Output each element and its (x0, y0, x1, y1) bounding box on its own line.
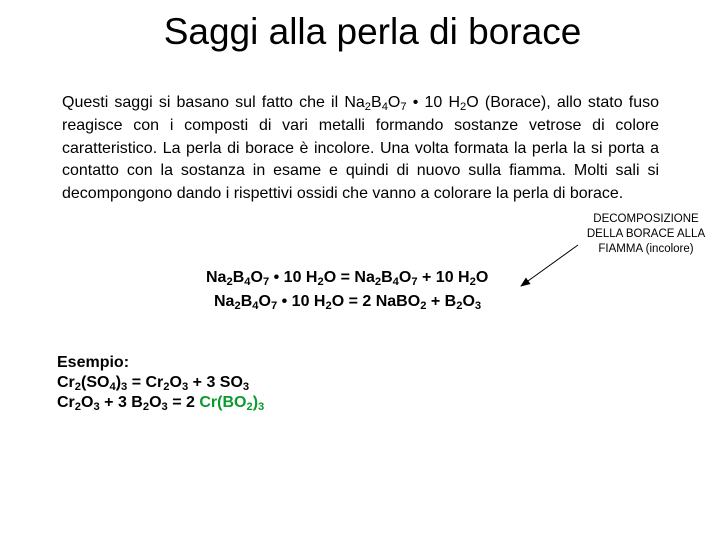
eq-text: O (475, 269, 489, 286)
example-block (57, 353, 264, 413)
eq-text: B (232, 269, 245, 286)
paragraph-text: • 10 H (406, 94, 461, 111)
subscript: 2 (234, 299, 241, 312)
subscript: 2 (374, 275, 382, 288)
eq-text: Cr (57, 374, 75, 391)
eq-text: • 10 H (277, 293, 326, 310)
subscript: 4 (381, 100, 388, 113)
eq-text: = 2 (167, 394, 200, 411)
paragraph-text: B (371, 94, 382, 111)
subscript: 2 (460, 100, 467, 113)
eq-text: ) (115, 374, 122, 391)
subscript: 4 (244, 275, 251, 288)
eq-text: Cr (57, 394, 75, 411)
eq-text: + 3 SO (188, 374, 243, 391)
subscript: 3 (121, 380, 128, 393)
subscript: 7 (411, 275, 418, 288)
eq-text: Na (206, 269, 227, 286)
subscript: 2 (317, 275, 324, 288)
equation-2 (190, 290, 540, 314)
subscript: 7 (400, 100, 407, 113)
subscript: 2 (469, 275, 476, 288)
eq-text: O (258, 293, 271, 310)
eq-text: B (381, 269, 393, 286)
subscript: 7 (262, 275, 270, 288)
eq-text: Na (214, 293, 235, 310)
note-line-3: FIAMMA (incolore) (598, 243, 694, 255)
eq-text: + 10 H (417, 269, 470, 286)
example-heading: Esempio: (57, 354, 130, 371)
page-title: Saggi alla perla di borace (163, 11, 582, 52)
subscript: 2 (74, 380, 82, 393)
paragraph-text: O (Borace), allo stato fuso reagisce con i composti di vari metalli formando sostanze vetrose di colore caratteristico. La perla di borace è incolore. Una volta formata la perla la si porta a contatto con la sostanza in esame e quindi di nuovo sulla fiamma. Molti sali si decompongono dando i rispettivi ossidi che vanno a colorare la perla di borace. (62, 94, 660, 203)
subscript: 2 (325, 299, 332, 312)
eq-text: + 3 B (99, 394, 143, 411)
subscript: 3 (93, 400, 100, 413)
eq-text: O (462, 293, 475, 310)
eq-text: + B (426, 293, 457, 310)
eq-text: • 10 H (269, 269, 318, 286)
eq-text: O = 2 NaBO (331, 293, 421, 310)
reaction-equations (190, 266, 540, 314)
subscript: 7 (270, 299, 278, 312)
subscript: 2 (74, 400, 82, 413)
eq-text: O (398, 269, 412, 286)
subscript: 3 (474, 299, 482, 312)
subscript: 2 (364, 100, 372, 113)
subscript: 2 (456, 299, 463, 312)
subscript: 2 (142, 400, 150, 413)
subscript: 2 (246, 400, 253, 413)
equation-1 (190, 266, 540, 290)
eq-text: = Cr (127, 374, 164, 391)
eq-text: O (169, 374, 182, 391)
eq-text: B (240, 293, 253, 310)
subscript: 4 (252, 299, 259, 312)
subscript: 3 (181, 380, 189, 393)
subscript: 3 (161, 400, 168, 413)
paragraph-text: Questi saggi si basano sul fatto che il Na (62, 94, 365, 111)
example-equation-1 (57, 373, 264, 393)
note-line-1: DECOMPOSIZIONE (593, 213, 699, 225)
paragraph-text: O (387, 94, 401, 111)
subscript: 3 (242, 380, 250, 393)
example-equation-2 (57, 393, 264, 413)
eq-text: Cr(BO (199, 394, 247, 411)
subscript: 4 (109, 380, 116, 393)
eq-text: O (81, 394, 94, 411)
subscript: 2 (163, 380, 170, 393)
eq-text: O (149, 394, 162, 411)
subscript: 2 (226, 275, 233, 288)
subscript: 2 (420, 299, 427, 312)
eq-text: ) (252, 394, 259, 411)
eq-text: O = Na (323, 269, 375, 286)
subscript: 4 (392, 275, 399, 288)
eq-text: (SO (81, 374, 110, 391)
chromium-borate-product (199, 394, 264, 411)
note-line-2: DELLA BORACE ALLA (586, 228, 706, 240)
subscript: 3 (258, 400, 265, 413)
eq-text: O (250, 269, 263, 286)
